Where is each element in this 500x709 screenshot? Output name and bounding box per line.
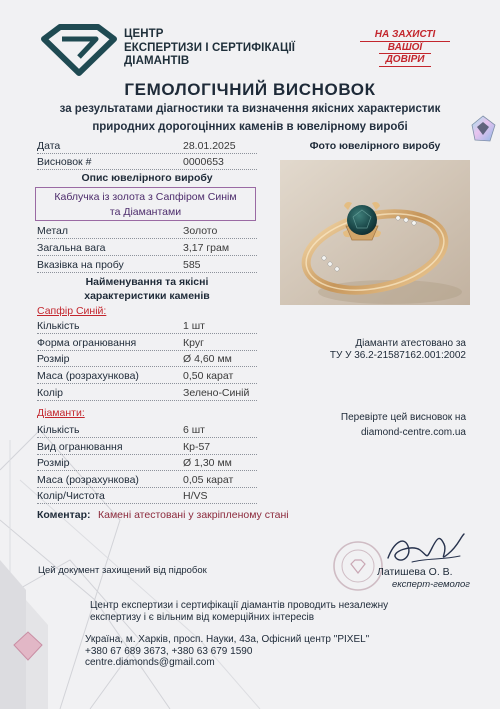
weight-label: Загальна вага bbox=[37, 242, 106, 254]
date-label: Дата bbox=[37, 140, 61, 152]
sapphire-heading: Сапфір Синій: bbox=[37, 305, 107, 317]
accent-diamond bbox=[328, 262, 332, 266]
contact-info bbox=[85, 634, 369, 669]
diamonds-quantity-value: 6 шт bbox=[183, 424, 205, 436]
diamonds-size-label: Розмір bbox=[37, 457, 70, 469]
expert-signature bbox=[382, 528, 467, 570]
diamonds-cut-row bbox=[37, 440, 257, 455]
sapphire-quantity-row bbox=[37, 319, 257, 334]
phone-line: +380 67 689 3673, +380 63 679 1590 bbox=[85, 645, 253, 657]
sapphire-cut-value: Круг bbox=[183, 337, 204, 349]
subtitle-line: за результатами діагностики та визначення якісних характеристик bbox=[59, 103, 441, 115]
stones-heading bbox=[37, 275, 257, 303]
diamonds-color-clarity-label: Колір/Чистота bbox=[37, 490, 105, 502]
certification-standard: ТУ У 36.2-21587162.001:2002 bbox=[329, 350, 466, 361]
sapphire-stone bbox=[347, 205, 377, 235]
stamp-line: ДОВІРИ bbox=[379, 54, 431, 67]
expert-role: експерт-гемолог bbox=[392, 579, 470, 590]
item-description-line: та Діамантами bbox=[109, 206, 182, 218]
report-number-label: Висновок # bbox=[37, 156, 92, 168]
sapphire-color-label: Колір bbox=[37, 387, 64, 399]
diamonds-heading: Діаманти: bbox=[37, 407, 85, 419]
accent-diamond bbox=[396, 216, 400, 220]
metal-row bbox=[37, 224, 257, 239]
sapphire-quantity-value: 1 шт bbox=[183, 320, 205, 332]
certification-line: Діаманти атестовано за bbox=[355, 338, 466, 349]
item-heading: Опис ювелірного виробу bbox=[81, 172, 213, 184]
org-name-line: ДІАМАНТІВ bbox=[124, 55, 190, 67]
metal-label: Метал bbox=[37, 225, 69, 237]
stones-heading-line: характеристики каменів bbox=[84, 290, 210, 302]
accent-diamond bbox=[404, 218, 408, 222]
document-subtitle bbox=[0, 100, 500, 136]
diamonds-cut-label: Вид огранювання bbox=[37, 441, 123, 453]
metal-value: Золото bbox=[183, 225, 218, 237]
stones-heading-line: Найменування та якісні bbox=[85, 276, 209, 288]
pattern-band bbox=[0, 560, 26, 709]
accent-diamond bbox=[412, 221, 416, 225]
sapphire-quantity-label: Кількість bbox=[37, 320, 80, 332]
statement-line: Центр експертизи і сертифікації діамантів проводить незалежну bbox=[90, 600, 389, 611]
diamonds-mass-value: 0,05 карат bbox=[183, 474, 234, 486]
subtitle-line: природних дорогоцінних каменів в ювелірному виробі bbox=[92, 121, 408, 133]
ring-photo bbox=[280, 160, 470, 305]
email-line: centre.diamonds@gmail.com bbox=[85, 657, 215, 668]
protection-note: Цей документ захищений від підробок bbox=[38, 565, 207, 576]
sapphire-size-row bbox=[37, 352, 257, 367]
diamond-logo-icon bbox=[40, 24, 118, 76]
sapphire-mass-value: 0,50 карат bbox=[183, 370, 234, 382]
sapphire-mass-row bbox=[37, 369, 257, 384]
verify-link: diamond-centre.com.ua bbox=[360, 427, 466, 438]
date-value: 28.01.2025 bbox=[183, 140, 236, 152]
fineness-value: 585 bbox=[183, 259, 201, 271]
accent-diamond bbox=[335, 267, 339, 271]
sapphire-color-value: Зелено-Синій bbox=[183, 387, 250, 399]
report-number-value: 0000653 bbox=[183, 156, 224, 168]
diamonds-quantity-label: Кількість bbox=[37, 424, 80, 436]
org-name-line: ЦЕНТР bbox=[124, 28, 164, 40]
accent-diamond bbox=[322, 256, 326, 260]
stamp-line: НА ЗАХИСТІ bbox=[360, 29, 450, 42]
org-name-line: ЕКСПЕРТИЗИ І СЕРТИФІКАЦІЇ bbox=[124, 41, 296, 54]
fineness-row bbox=[37, 258, 257, 273]
organization-name bbox=[124, 28, 295, 69]
item-description-box bbox=[35, 187, 256, 221]
stamp-line: ВАШОЇ bbox=[379, 42, 431, 55]
sapphire-cut-label: Форма огранювання bbox=[37, 337, 137, 349]
item-description-line: Каблучка із золота з Сапфіром Синім bbox=[54, 191, 237, 203]
comment-label: Коментар: bbox=[37, 509, 91, 521]
weight-row bbox=[37, 241, 257, 256]
diamonds-cut-value: Кр-57 bbox=[183, 441, 211, 453]
sapphire-color-row bbox=[37, 386, 257, 401]
diamonds-mass-label: Маса (розрахункова) bbox=[37, 474, 139, 486]
date-row bbox=[37, 139, 257, 154]
sapphire-size-label: Розмір bbox=[37, 353, 70, 365]
sapphire-cut-row bbox=[37, 336, 257, 351]
sapphire-mass-label: Маса (розрахункова) bbox=[37, 370, 139, 382]
diamonds-color-clarity-value: H/VS bbox=[183, 490, 208, 502]
verify-note bbox=[341, 410, 466, 440]
photo-caption: Фото ювелірного виробу bbox=[309, 140, 441, 152]
expert-name: Латишева О. В. bbox=[377, 566, 453, 578]
diamonds-mass-row bbox=[37, 473, 257, 488]
independence-statement bbox=[90, 600, 388, 624]
certification-note bbox=[330, 338, 466, 362]
diamonds-size-value: Ø 1,30 мм bbox=[183, 457, 232, 469]
fineness-label: Вказівка на пробу bbox=[37, 259, 124, 271]
report-number-row bbox=[37, 155, 257, 170]
document-title: ГЕМОЛОГІЧНИЙ ВИСНОВОК bbox=[124, 80, 376, 99]
verify-text: Перевірте цей висновок на bbox=[340, 412, 466, 423]
diamonds-size-row bbox=[37, 456, 257, 471]
diamonds-quantity-row bbox=[37, 423, 257, 438]
diamonds-color-clarity-row bbox=[37, 489, 257, 504]
trust-stamp bbox=[360, 29, 450, 67]
address-line: Україна, м. Харків, просп. Науки, 43а, Офісний центр "PIXEL" bbox=[85, 634, 370, 645]
weight-value: 3,17 грам bbox=[183, 242, 230, 254]
sapphire-size-value: Ø 4,60 мм bbox=[183, 353, 232, 365]
comment-value: Камені атестовані у закріпленому стані bbox=[98, 509, 289, 521]
statement-line: експертизу і є вільним від комерційних інтересів bbox=[90, 612, 315, 623]
